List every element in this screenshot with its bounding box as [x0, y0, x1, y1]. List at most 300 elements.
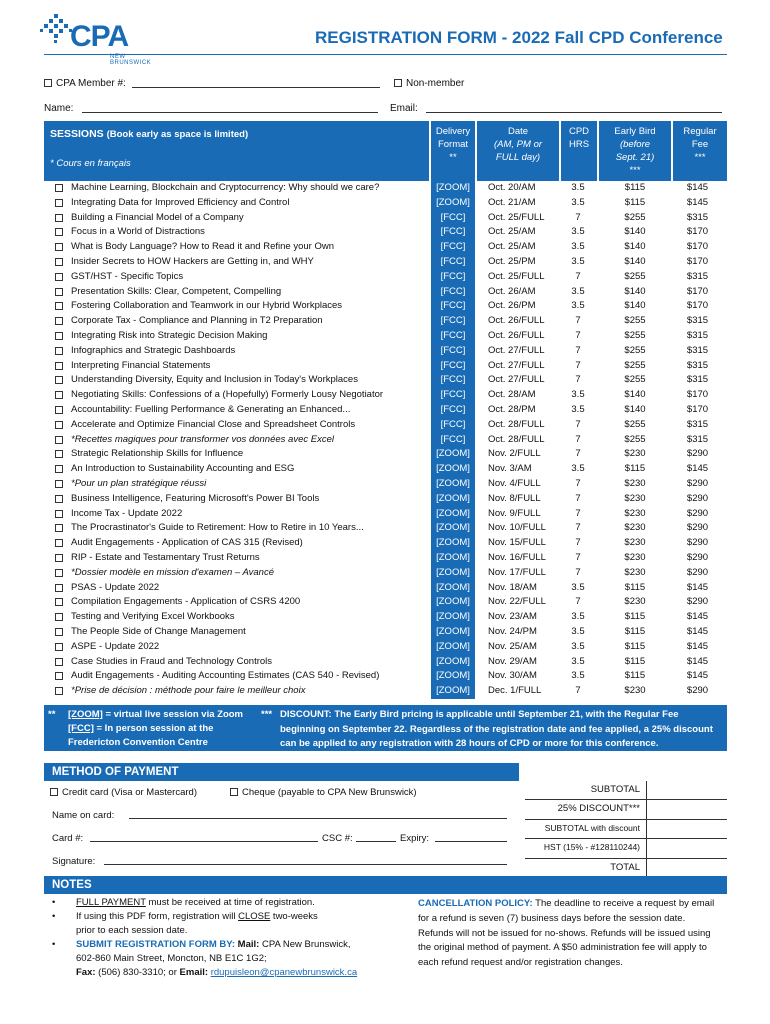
session-name: Accountability: Fuelling Performance & Generating an Enhanced... [71, 403, 351, 415]
session-date: Nov. 25/AM [488, 640, 537, 652]
cancellation-policy [418, 897, 718, 971]
session-early-fee: $255 [624, 270, 646, 282]
name-on-card-field[interactable] [129, 809, 507, 819]
session-name: Negotiating Skills: Confessions of a (Hopefully) Formerly Lousy Negotiator [71, 389, 384, 401]
session-date: Nov. 4/FULL [488, 477, 541, 489]
session-hrs: 3.5 [571, 655, 585, 667]
session-checkbox[interactable] [55, 391, 63, 399]
cheque-label: Cheque (payable to CPA New Brunswick) [242, 787, 417, 798]
session-early-fee: $230 [624, 522, 646, 534]
session-regular-fee: $290 [686, 551, 709, 563]
session-early-fee: $115 [624, 640, 646, 652]
session-hrs: 3.5 [571, 285, 585, 297]
session-regular-fee: $145 [686, 581, 709, 593]
session-hrs: 3.5 [571, 625, 585, 637]
session-name: *Pour un plan stratégique réussi [71, 477, 207, 489]
discount-row [525, 800, 727, 819]
hst-row [525, 839, 727, 858]
session-row [44, 581, 727, 596]
col-hrs-line1: CPD [568, 126, 590, 137]
session-checkbox[interactable] [55, 584, 63, 592]
session-checkbox[interactable] [55, 539, 63, 547]
session-date: Oct. 25/FULL [488, 211, 545, 223]
session-early-fee: $255 [624, 433, 646, 445]
session-date: Nov. 10/FULL [488, 522, 546, 534]
session-early-fee: $140 [624, 285, 646, 297]
session-early-fee: $255 [624, 344, 646, 356]
session-name: Audit Engagements - Application of CAS 315 (Revised) [71, 537, 303, 549]
session-row [44, 359, 727, 374]
session-row [44, 344, 727, 359]
session-early-fee: $140 [624, 403, 646, 415]
session-hrs: 7 [575, 537, 581, 549]
session-regular-fee: $315 [686, 211, 709, 223]
name-label: Name: [44, 103, 74, 114]
session-hrs: 3.5 [571, 226, 585, 238]
session-checkbox[interactable] [55, 214, 63, 222]
session-checkbox[interactable] [55, 598, 63, 606]
note3-email-label: Email: [179, 967, 209, 978]
non-member-checkbox-group[interactable] [394, 78, 464, 89]
session-name: Income Tax - Update 2022 [71, 507, 183, 519]
session-regular-fee: $145 [686, 670, 709, 682]
session-checkbox[interactable] [55, 376, 63, 384]
total-label: TOTAL [610, 861, 640, 873]
subtotal-row [525, 781, 727, 800]
session-hrs: 7 [575, 477, 581, 489]
col-early-line1: Early Bird [614, 126, 656, 137]
cancellation-text: The deadline to receive a request by email for a refund is seven (7) business days before the session date. Refunds will not be issued for no-shows. Refunds will be issued using the original method of payment. A $50 administration fee will apply to each refund request and/or registration changes. [418, 898, 715, 969]
session-checkbox[interactable] [55, 347, 63, 355]
session-date: Nov. 15/FULL [488, 537, 546, 549]
subtotal-label: SUBTOTAL [590, 784, 640, 795]
session-date: Oct. 26/PM [488, 300, 536, 312]
session-row [44, 225, 727, 240]
session-row [44, 684, 727, 699]
session-name: The People Side of Change Management [71, 625, 246, 637]
signature-field[interactable] [104, 855, 507, 865]
signature-label: Signature: [52, 856, 96, 867]
session-date: Nov. 18/AM [488, 581, 537, 593]
session-name: Testing and Verifying Excel Workbooks [71, 611, 235, 623]
session-name: Strategic Relationship Skills for Influence [71, 448, 244, 460]
col-header-regular [673, 121, 727, 181]
session-row [44, 285, 727, 300]
session-date: Oct. 26/FULL [488, 329, 545, 341]
session-checkbox[interactable] [55, 317, 63, 325]
session-checkbox[interactable] [55, 495, 63, 503]
non-member-checkbox[interactable] [394, 79, 402, 87]
session-format: [ZOOM] [431, 447, 475, 462]
subtotal-field[interactable] [646, 781, 727, 800]
session-early-fee: $115 [624, 655, 646, 667]
session-early-fee: $115 [624, 463, 646, 475]
session-format: [FCC] [431, 314, 475, 329]
session-checkbox[interactable] [55, 524, 63, 532]
session-early-fee: $115 [624, 625, 646, 637]
session-format: [FCC] [431, 388, 475, 403]
session-checkbox[interactable] [55, 465, 63, 473]
session-date: Oct. 20/AM [488, 182, 536, 193]
sessions-title [50, 128, 248, 140]
session-hrs: 7 [575, 374, 581, 386]
session-hrs: 7 [575, 418, 581, 430]
session-early-fee: $230 [624, 685, 646, 697]
session-early-fee: $230 [624, 537, 646, 549]
session-early-fee: $230 [624, 507, 646, 519]
cancellation-title: CANCELLATION POLICY: [418, 898, 533, 909]
session-name: Accelerate and Optimize Financial Close and Spreadsheet Controls [71, 418, 356, 430]
session-format: [ZOOM] [431, 610, 475, 625]
sessions-table-header [44, 121, 727, 181]
session-date: Oct. 25/AM [488, 241, 536, 253]
session-name: Audit Engagements - Auditing Accounting Estimates (CAS 540 - Revised) [71, 670, 380, 682]
session-row [44, 418, 727, 433]
session-early-fee: $255 [624, 329, 646, 341]
session-name: Corporate Tax - Compliance and Planning in T2 Preparation [71, 315, 323, 327]
session-name: What is Body Language? How to Read it and Refine your Own [71, 241, 334, 253]
bullet-icon: • [52, 911, 56, 922]
session-checkbox[interactable] [55, 406, 63, 414]
legend-bar [44, 705, 727, 751]
session-row [44, 566, 727, 581]
session-format: [ZOOM] [431, 181, 475, 196]
session-hrs: 7 [575, 685, 581, 697]
session-checkbox[interactable] [55, 643, 63, 651]
session-checkbox[interactable] [55, 258, 63, 266]
session-checkbox[interactable] [55, 332, 63, 340]
session-row [44, 492, 727, 507]
credit-card-checkbox[interactable] [50, 788, 58, 796]
logo-text: CPA [70, 20, 129, 53]
session-row [44, 388, 727, 403]
sessions-list [44, 181, 727, 699]
session-name: Case Studies in Fraud and Technology Controls [71, 655, 273, 667]
session-format: [ZOOM] [431, 521, 475, 536]
session-row [44, 373, 727, 388]
note3-fax-label: Fax: [76, 967, 96, 978]
session-name: *Recettes magiques pour transformer vos données avec Excel [71, 433, 334, 445]
note2-text-d: prior to each session date. [76, 925, 188, 936]
email-label: Email: [390, 103, 418, 114]
note3-mail-label: Mail: [237, 939, 260, 950]
session-early-fee: $140 [624, 241, 646, 253]
session-hrs: 3.5 [571, 640, 585, 652]
col-hrs-line2: HRS [568, 139, 590, 150]
session-regular-fee: $170 [686, 389, 709, 401]
session-checkbox[interactable] [55, 421, 63, 429]
session-hrs: 7 [575, 433, 581, 445]
totals-table [525, 781, 727, 878]
session-checkbox[interactable] [55, 288, 63, 296]
session-hrs: 3.5 [571, 581, 585, 593]
session-format: [FCC] [431, 255, 475, 270]
card-number-label: Card #: [52, 833, 84, 844]
logo-subtext: NEW BRUNSWICK [110, 54, 152, 66]
hst-field[interactable] [646, 839, 727, 858]
col-regular-line2: Fee [691, 139, 709, 150]
session-regular-fee: $315 [686, 359, 709, 371]
session-checkbox[interactable] [55, 243, 63, 251]
session-checkbox[interactable] [55, 302, 63, 310]
session-row [44, 314, 727, 329]
session-name: *Dossier modèle en mission d'examen – Avancé [71, 566, 275, 578]
session-name: An Introduction to Sustainability Accounting and ESG [71, 463, 295, 475]
title-divider [44, 54, 727, 55]
session-hrs: 3.5 [571, 182, 585, 193]
session-name: Presentation Skills: Clear, Competent, Compelling [71, 285, 282, 297]
note3-heading: SUBMIT REGISTRATION FORM BY: [76, 939, 238, 950]
session-regular-fee: $315 [686, 344, 709, 356]
expiry-field[interactable] [435, 832, 507, 842]
french-note: * Cours en français [50, 158, 131, 169]
session-checkbox[interactable] [55, 436, 63, 444]
session-checkbox[interactable] [55, 658, 63, 666]
session-hrs: 7 [575, 329, 581, 341]
session-regular-fee: $290 [686, 537, 709, 549]
cpa-member-checkbox[interactable] [44, 79, 52, 87]
card-number-field[interactable] [90, 832, 318, 842]
session-date: Nov. 30/AM [488, 670, 537, 682]
session-early-fee: $255 [624, 418, 646, 430]
session-date: Nov. 29/AM [488, 655, 537, 667]
session-row [44, 595, 727, 610]
session-format: [FCC] [431, 344, 475, 359]
session-name: Insider Secrets to HOW Hackers are Getting in, and WHY [71, 255, 314, 267]
session-row [44, 610, 727, 625]
cheque-checkbox[interactable] [230, 788, 238, 796]
col-early-line3: Sept. 21) [615, 152, 655, 163]
bullet-icon: • [52, 939, 56, 950]
subtotal-discount-row [525, 820, 727, 839]
note3-mail-text: CPA New Brunswick, [259, 939, 351, 950]
session-row [44, 211, 727, 226]
session-early-fee: $255 [624, 315, 646, 327]
session-hrs: 3.5 [571, 670, 585, 682]
session-checkbox[interactable] [55, 480, 63, 488]
session-row [44, 507, 727, 522]
session-checkbox[interactable] [55, 228, 63, 236]
session-hrs: 7 [575, 270, 581, 282]
discount-field[interactable] [646, 800, 727, 819]
session-regular-fee: $145 [686, 655, 709, 667]
col-format-line1: Delivery [435, 126, 471, 137]
col-header-early [599, 121, 671, 181]
session-hrs: 7 [575, 344, 581, 356]
session-name: Infographics and Strategic Dashboards [71, 344, 236, 356]
discount-label: 25% DISCOUNT*** [557, 803, 640, 815]
session-name: GST/HST - Specific Topics [71, 270, 184, 282]
session-regular-fee: $290 [686, 596, 709, 608]
session-checkbox[interactable] [55, 362, 63, 370]
subtotal-discount-field[interactable] [646, 820, 727, 839]
legend-discount-text: DISCOUNT: The Early Bird pricing is applicable until September 21, with the Regular Fee beginning on September 22. Regardless of the registration date and fee applied, a 25% discount can be applied to any registration with 28 hours of CPD or more for this conference. [280, 709, 713, 749]
session-row [44, 655, 727, 670]
session-date: Nov. 24/PM [488, 625, 537, 637]
session-hrs: 7 [575, 211, 581, 223]
session-checkbox[interactable] [55, 613, 63, 621]
cheque-option[interactable] [230, 787, 417, 798]
session-format: [ZOOM] [431, 462, 475, 477]
session-name: Compilation Engagements - Application of CSRS 4200 [71, 596, 301, 608]
session-row [44, 536, 727, 551]
legend-fcc-text: = In person session at the [93, 723, 214, 734]
note2-text-c: two-weeks [270, 911, 318, 922]
session-format: [FCC] [431, 418, 475, 433]
session-checkbox[interactable] [55, 687, 63, 695]
expiry-label: Expiry: [400, 833, 430, 844]
session-date: Oct. 28/FULL [488, 418, 545, 430]
session-format: [ZOOM] [431, 625, 475, 640]
session-name: Integrating Data for Improved Efficiency and Control [71, 196, 290, 208]
session-row [44, 521, 727, 536]
notes-list [44, 896, 414, 980]
name-field[interactable] [82, 103, 378, 113]
form-title: REGISTRATION FORM - 2022 Fall CPD Conference [315, 28, 723, 47]
session-regular-fee: $315 [686, 433, 709, 445]
session-hrs: 3.5 [571, 196, 585, 208]
session-format: [FCC] [431, 211, 475, 226]
session-row [44, 181, 727, 196]
note-item [44, 896, 414, 910]
session-name: Focus in a World of Distractions [71, 226, 205, 238]
session-hrs: 3.5 [571, 300, 585, 312]
session-checkbox[interactable] [55, 184, 63, 192]
session-regular-fee: $145 [686, 463, 709, 475]
cpa-member-label: CPA Member #: [56, 78, 126, 89]
session-checkbox[interactable] [55, 273, 63, 281]
legend-fcc-text2: Fredericton Convention Centre [68, 737, 208, 748]
session-hrs: 7 [575, 596, 581, 608]
session-format: [FCC] [431, 403, 475, 418]
session-regular-fee: $170 [686, 226, 709, 238]
session-checkbox[interactable] [55, 628, 63, 636]
cpa-logo [40, 14, 160, 64]
session-row [44, 329, 727, 344]
session-date: Oct. 25/AM [488, 226, 536, 238]
session-checkbox[interactable] [55, 199, 63, 207]
session-regular-fee: $290 [686, 507, 709, 519]
session-date: Nov. 2/FULL [488, 448, 541, 460]
session-checkbox[interactable] [55, 450, 63, 458]
notes-section-title: NOTES [44, 876, 727, 894]
session-row [44, 270, 727, 285]
subtotal-discount-label: SUBTOTAL with discount [544, 822, 640, 833]
cpa-member-number-field[interactable] [132, 78, 380, 88]
session-row [44, 477, 727, 492]
note2-emphasis: CLOSE [238, 911, 271, 922]
email-field[interactable] [426, 103, 722, 113]
col-format-line3: ** [449, 152, 457, 163]
session-regular-fee: $315 [686, 418, 709, 430]
col-date-line3: FULL day) [495, 152, 541, 163]
legend-stars3: *** [261, 709, 273, 720]
col-date-line1: Date [507, 126, 529, 137]
session-name: ASPE - Update 2022 [71, 640, 160, 652]
session-regular-fee: $145 [686, 640, 709, 652]
session-date: Nov. 8/FULL [488, 492, 541, 504]
session-date: Dec. 1/FULL [488, 685, 542, 697]
sessions-title-note: (Book early as space is limited) [106, 129, 249, 140]
session-row [44, 625, 727, 640]
session-early-fee: $255 [624, 374, 646, 386]
session-format: [ZOOM] [431, 669, 475, 684]
session-format: [ZOOM] [431, 595, 475, 610]
non-member-label: Non-member [406, 78, 465, 89]
session-regular-fee: $290 [686, 477, 709, 489]
session-date: Oct. 27/FULL [488, 374, 545, 386]
col-format-line2: Format [437, 139, 469, 150]
bullet-icon: • [52, 897, 56, 908]
col-header-format [431, 121, 475, 181]
session-format: [FCC] [431, 359, 475, 374]
session-regular-fee: $170 [686, 241, 709, 253]
session-name: The Procrastinator's Guide to Retirement: How to Retire in 10 Years... [71, 522, 364, 534]
session-regular-fee: $145 [686, 625, 709, 637]
session-checkbox[interactable] [55, 510, 63, 518]
session-name: PSAS - Update 2022 [71, 581, 160, 593]
legend-stars2: ** [48, 709, 56, 720]
session-early-fee: $230 [624, 492, 646, 504]
cpa-member-checkbox-group[interactable] [44, 78, 126, 89]
session-format: [ZOOM] [431, 196, 475, 211]
name-on-card-label: Name on card: [52, 810, 115, 821]
session-date: Nov. 16/FULL [488, 551, 546, 563]
session-date: Oct. 25/FULL [488, 270, 545, 282]
col-date-line2: (AM, PM or [493, 139, 543, 150]
session-early-fee: $255 [624, 359, 646, 371]
session-regular-fee: $315 [686, 374, 709, 386]
email-link[interactable]: rdupuisleon@cpanewbrunswick.ca [210, 967, 358, 978]
session-regular-fee: $290 [686, 566, 709, 578]
session-row [44, 640, 727, 655]
session-hrs: 3.5 [571, 611, 585, 623]
session-checkbox[interactable] [55, 672, 63, 680]
session-format: [FCC] [431, 329, 475, 344]
session-early-fee: $230 [624, 477, 646, 489]
session-format: [FCC] [431, 225, 475, 240]
session-regular-fee: $145 [686, 182, 709, 193]
csc-field[interactable] [356, 832, 396, 842]
col-header-hrs [561, 121, 597, 181]
session-row [44, 551, 727, 566]
session-hrs: 3.5 [571, 241, 585, 253]
session-regular-fee: $170 [686, 300, 709, 312]
col-early-line2: (before [619, 139, 651, 150]
session-regular-fee: $315 [686, 270, 709, 282]
credit-card-option[interactable] [50, 787, 197, 798]
session-date: Nov. 3/AM [488, 463, 532, 475]
session-checkbox[interactable] [55, 554, 63, 562]
session-date: Oct. 25/PM [488, 255, 536, 267]
session-name: Fostering Collaboration and Teamwork in our Hybrid Workplaces [71, 300, 343, 312]
legend-zoom-text: = virtual live session via Zoom [102, 709, 244, 720]
session-format: [ZOOM] [431, 477, 475, 492]
member-row [44, 78, 727, 92]
col-early-line4: *** [629, 165, 641, 176]
session-row [44, 447, 727, 462]
session-hrs: 3.5 [571, 403, 585, 415]
session-hrs: 3.5 [571, 389, 585, 401]
session-format: [ZOOM] [431, 640, 475, 655]
session-checkbox[interactable] [55, 569, 63, 577]
session-row [44, 462, 727, 477]
session-name: Interpreting Financial Statements [71, 359, 211, 371]
session-row [44, 240, 727, 255]
session-row [44, 299, 727, 314]
logo-mark-icon [40, 14, 72, 50]
col-regular-line3: *** [694, 152, 706, 163]
